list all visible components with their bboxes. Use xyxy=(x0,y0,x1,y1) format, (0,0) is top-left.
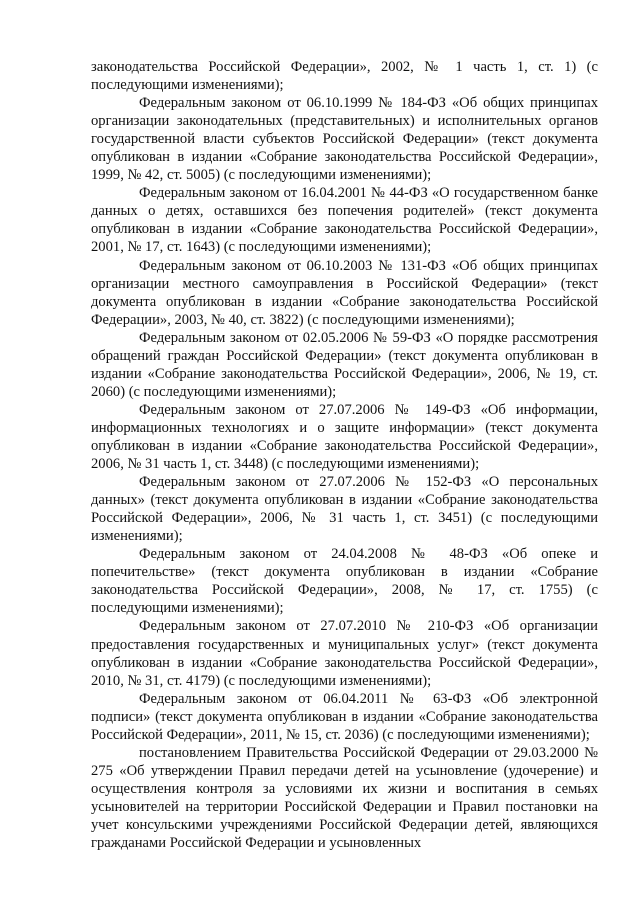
paragraph-law-210-fz: Федеральным законом от 27.07.2010 № 210-ФЗ «Об организации предоставления государственных и муниципальных услуг» (текст документа опубликован в издании «Собрание законодательства Российской Федерации», 2010, № 31, ст. 4179) (с последующими изменениями); xyxy=(91,618,598,689)
paragraph-resolution-275: постановлением Правительства Российской Федерации от 29.03.2000 № 275 «Об утверждении Правил передачи детей на усыновление (удочерение) и осуществления контроля за условиями их жизни и воспитания в семьях усыновителей на территории Российской Федерации и Правил постановки на учет консульскими учреждениями Российской Федерации детей, являющихся гражданами Российской Федерации и усыновленных xyxy=(91,744,598,852)
paragraph-continuation: законодательства Российской Федерации», 2002, № 1 часть 1, ст. 1) (с последующими изменениями); xyxy=(91,59,598,94)
paragraph-law-152-fz: Федеральным законом от 27.07.2006 № 152-ФЗ «О персональных данных» (текст документа опубликован в издании «Собрание законодательства Российской Федерации», 2006, № 31 часть 1, ст. 3451) (с последующими изменениями); xyxy=(91,474,598,545)
paragraph-law-59-fz: Федеральным законом от 02.05.2006 № 59-ФЗ «О порядке рассмотрения обращений граждан Российской Федерации» (текст документа опубликован в издании «Собрание законодательства Российской Федерации», 2006, № 19, ст. 2060) (с последующими изменениями); xyxy=(91,329,598,400)
paragraph-law-63-fz: Федеральным законом от 06.04.2011 № 63-ФЗ «Об электронной подписи» (текст документа опубликован в издании «Собрание законодательства Российской Федерации», 2011, № 15, ст. 2036) (с последующими изменениями); xyxy=(91,690,598,743)
paragraph-law-48-fz: Федеральным законом от 24.04.2008 № 48-ФЗ «Об опеке и попечительстве» (текст документа опубликован в издании «Собрание законодательства Российской Федерации», 2008, № 17, ст. 1755) (с последующими изменениями); xyxy=(91,546,598,617)
paragraph-law-184-fz: Федеральным законом от 06.10.1999 № 184-ФЗ «Об общих принципах организации законодательных (представительных) и исполнительных органов государственной власти субъектов Российской Федерации» (текст документа опубликован в издании «Собрание законодательства Российской Федерации», 1999, № 42, ст. 5005) (с последующими изменениями); xyxy=(91,95,598,184)
paragraph-law-44-fz: Федеральным законом от 16.04.2001 № 44-ФЗ «О государственном банке данных о детях, оставшихся без попечения родителей» (текст документа опубликован в издании «Собрание законодательства Российской Федерации», 2001, № 17, ст. 1643) (с последующими изменениями); xyxy=(91,185,598,256)
paragraph-law-149-fz: Федеральным законом от 27.07.2006 № 149-ФЗ «Об информации, информационных технологиях и о защите информации» (текст документа опубликован в издании «Собрание законодательства Российской Федерации», 2006, № 31 часть 1, ст. 3448) (с последующими изменениями); xyxy=(91,401,598,473)
paragraph-law-131-fz: Федеральным законом от 06.10.2003 № 131-ФЗ «Об общих принципах организации местного самоуправления в Российской Федерации» (текст документа опубликован в издании «Собрание законодательства Российской Федерации», 2003, № 40, ст. 3822) (с последующими изменениями); xyxy=(91,257,598,328)
